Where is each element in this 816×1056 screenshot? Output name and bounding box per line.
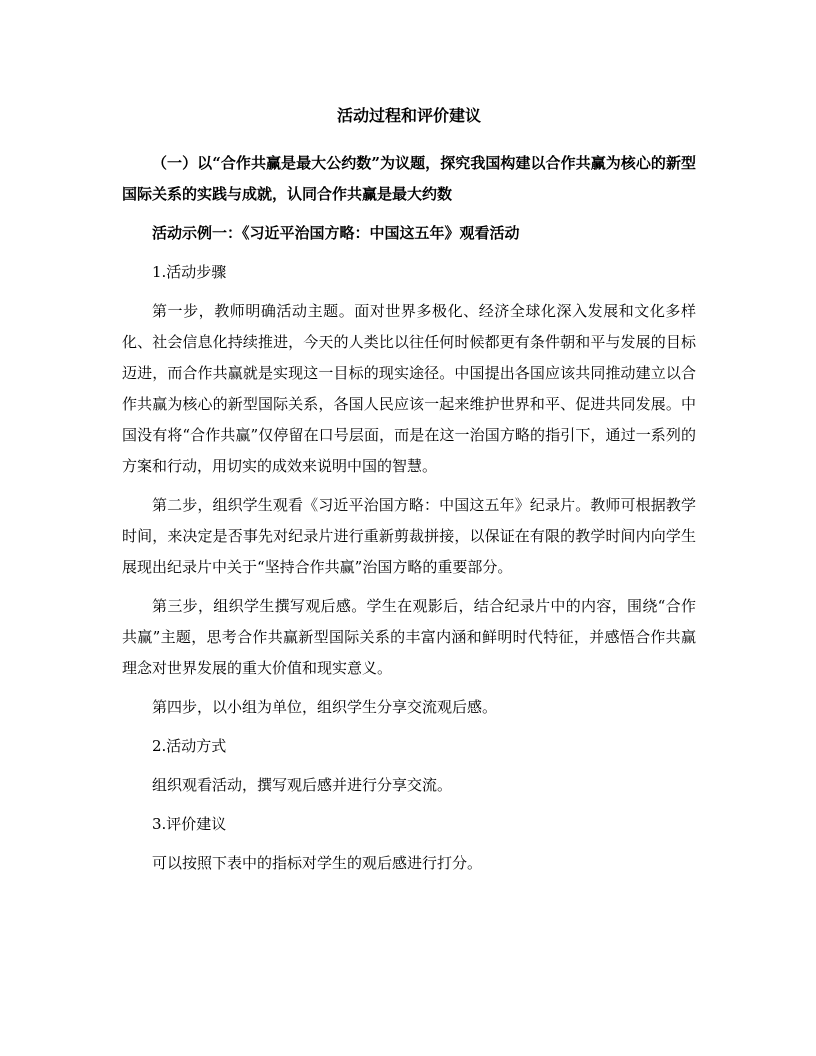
step2-paragraph: 第二步，组织学生观看《习近平治国方略：中国这五年》纪录片。教师可根据教学时间，来决定是否事先对纪录片进行重新剪裁拼接，以保证在有限的教学时间内向学生展现出纪录片中关于“坚持合作共赢”治国方略的重要部分。 [122,496,696,576]
step3-paragraph: 第三步，组织学生撰写观后感。学生在观影后，结合纪录片中的内容，围绕“合作共赢”主题，思考合作共赢新型国际关系的丰富内涵和鲜明时代特征，并感悟合作共赢理念对世界发展的重大价值和现实意义。 [122,597,696,677]
activity-heading: 活动示例一：《习近平治国方略：中国这五年》观看活动 [152,224,520,242]
step4-paragraph: 第四步，以小组为单位，组织学生分享交流观后感。 [152,698,498,716]
section-heading: （一）以“合作共赢是最大公约数”为议题，探究我国构建以合作共赢为核心的新型国际关系的实践与成就，认同合作共赢是最大约数 [122,154,696,203]
item3-text: 可以按照下表中的指标对学生的观后感进行打分。 [152,854,483,872]
item1-heading: 1.活动步骤 [152,263,227,281]
item3-heading: 3.评价建议 [152,815,227,833]
step1-paragraph: 第一步，教师明确活动主题。面对世界多极化、经济全球化深入发展和文化多样化、社会信息化持续推进，今天的人类比以往任何时候都更有条件朝和平与发展的目标迈进，而合作共赢就是实现这一目标的现实途径。中国提出各国应该共同推动建立以合作共赢为核心的新型国际关系，各国人民应该一起来维护世界和平、促进共同发展。中国没有将“合作共赢”仅停留在口号层面，而是在这一治国方略的指引下，通过一系列的方案和行动，用切实的成效来说明中国的智慧。 [122,302,696,475]
document-title: 活动过程和评价建议 [336,106,481,125]
item2-text: 组织观看活动，撰写观后感并进行分享交流。 [152,776,453,794]
item2-heading: 2.活动方式 [152,737,227,755]
